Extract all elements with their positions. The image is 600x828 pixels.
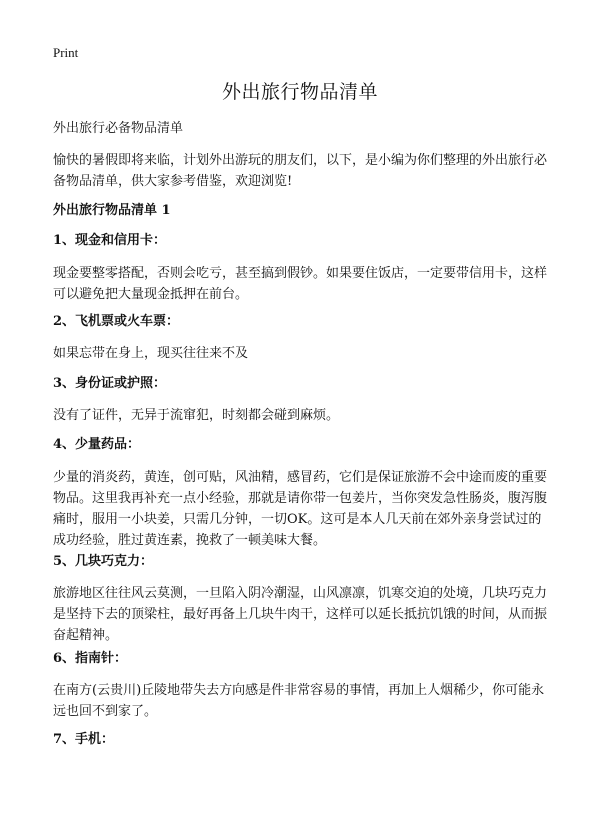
list-heading: 外出旅行物品清单 1 [53,203,171,218]
item-heading-phone: 7、手机： [53,732,115,747]
page-subtitle: 外出旅行必备物品清单 [53,121,184,136]
item-text-compass: 在南方(云贵川)丘陵地带失去方向感是件非常容易的事情，再加上人烟稀少，你可能永远也回不到家了。 [53,683,545,719]
intro-paragraph: 愉快的暑假即将来临，计划外出游玩的朋友们，以下，是小编为你们整理的外出旅行必备物品清单，供大家参考借鉴，欢迎浏览! [53,153,548,189]
item-heading-compass: 6、指南针： [53,651,128,666]
item-text-id: 没有了证件，无异于流窜犯，时刻都会碰到麻烦。 [53,408,340,423]
item-heading-id: 3、身份证或护照： [53,376,167,391]
item-heading-chocolate: 5、几块巧克力： [53,554,154,569]
item-heading-tickets: 2、飞机票或火车票： [53,314,180,329]
item-text-medicine: 少量的消炎药，黄连，创可贴，风油精，感冒药，它们是保证旅游不会中途而废的重要物品。这里我再补充一点小经验，那就是请你带一包姜片，当你突发急性肠炎，腹泻腹痛时，服用一小块姜，只需几分钟，一切OK。这可是本人几天前在郊外亲身尝试过的成功经验，胜过黄连素，挽救了一顿美味大餐。 [53,470,548,548]
print-link[interactable]: Print [53,45,79,60]
item-text-chocolate: 旅游地区往往风云莫测，一旦陷入阴冷潮湿，山风凛凛，饥寒交迫的处境，几块巧克力是坚持下去的顶梁柱，最好再备上几块牛肉干，这样可以延长抵抗饥饿的时间，从而振奋起精神。 [53,586,548,643]
item-text-cash: 现金要整零搭配，否则会吃亏，甚至搞到假钞。如果要住饭店，一定要带信用卡，这样可以避免把大量现金抵押在前台。 [53,266,548,302]
item-text-tickets: 如果忘带在身上，现买往往来不及 [53,346,249,361]
item-heading-medicine: 4、少量药品： [53,437,141,452]
page-title: 外出旅行物品清单 [221,81,378,103]
item-heading-cash: 1、现金和信用卡： [53,233,167,248]
